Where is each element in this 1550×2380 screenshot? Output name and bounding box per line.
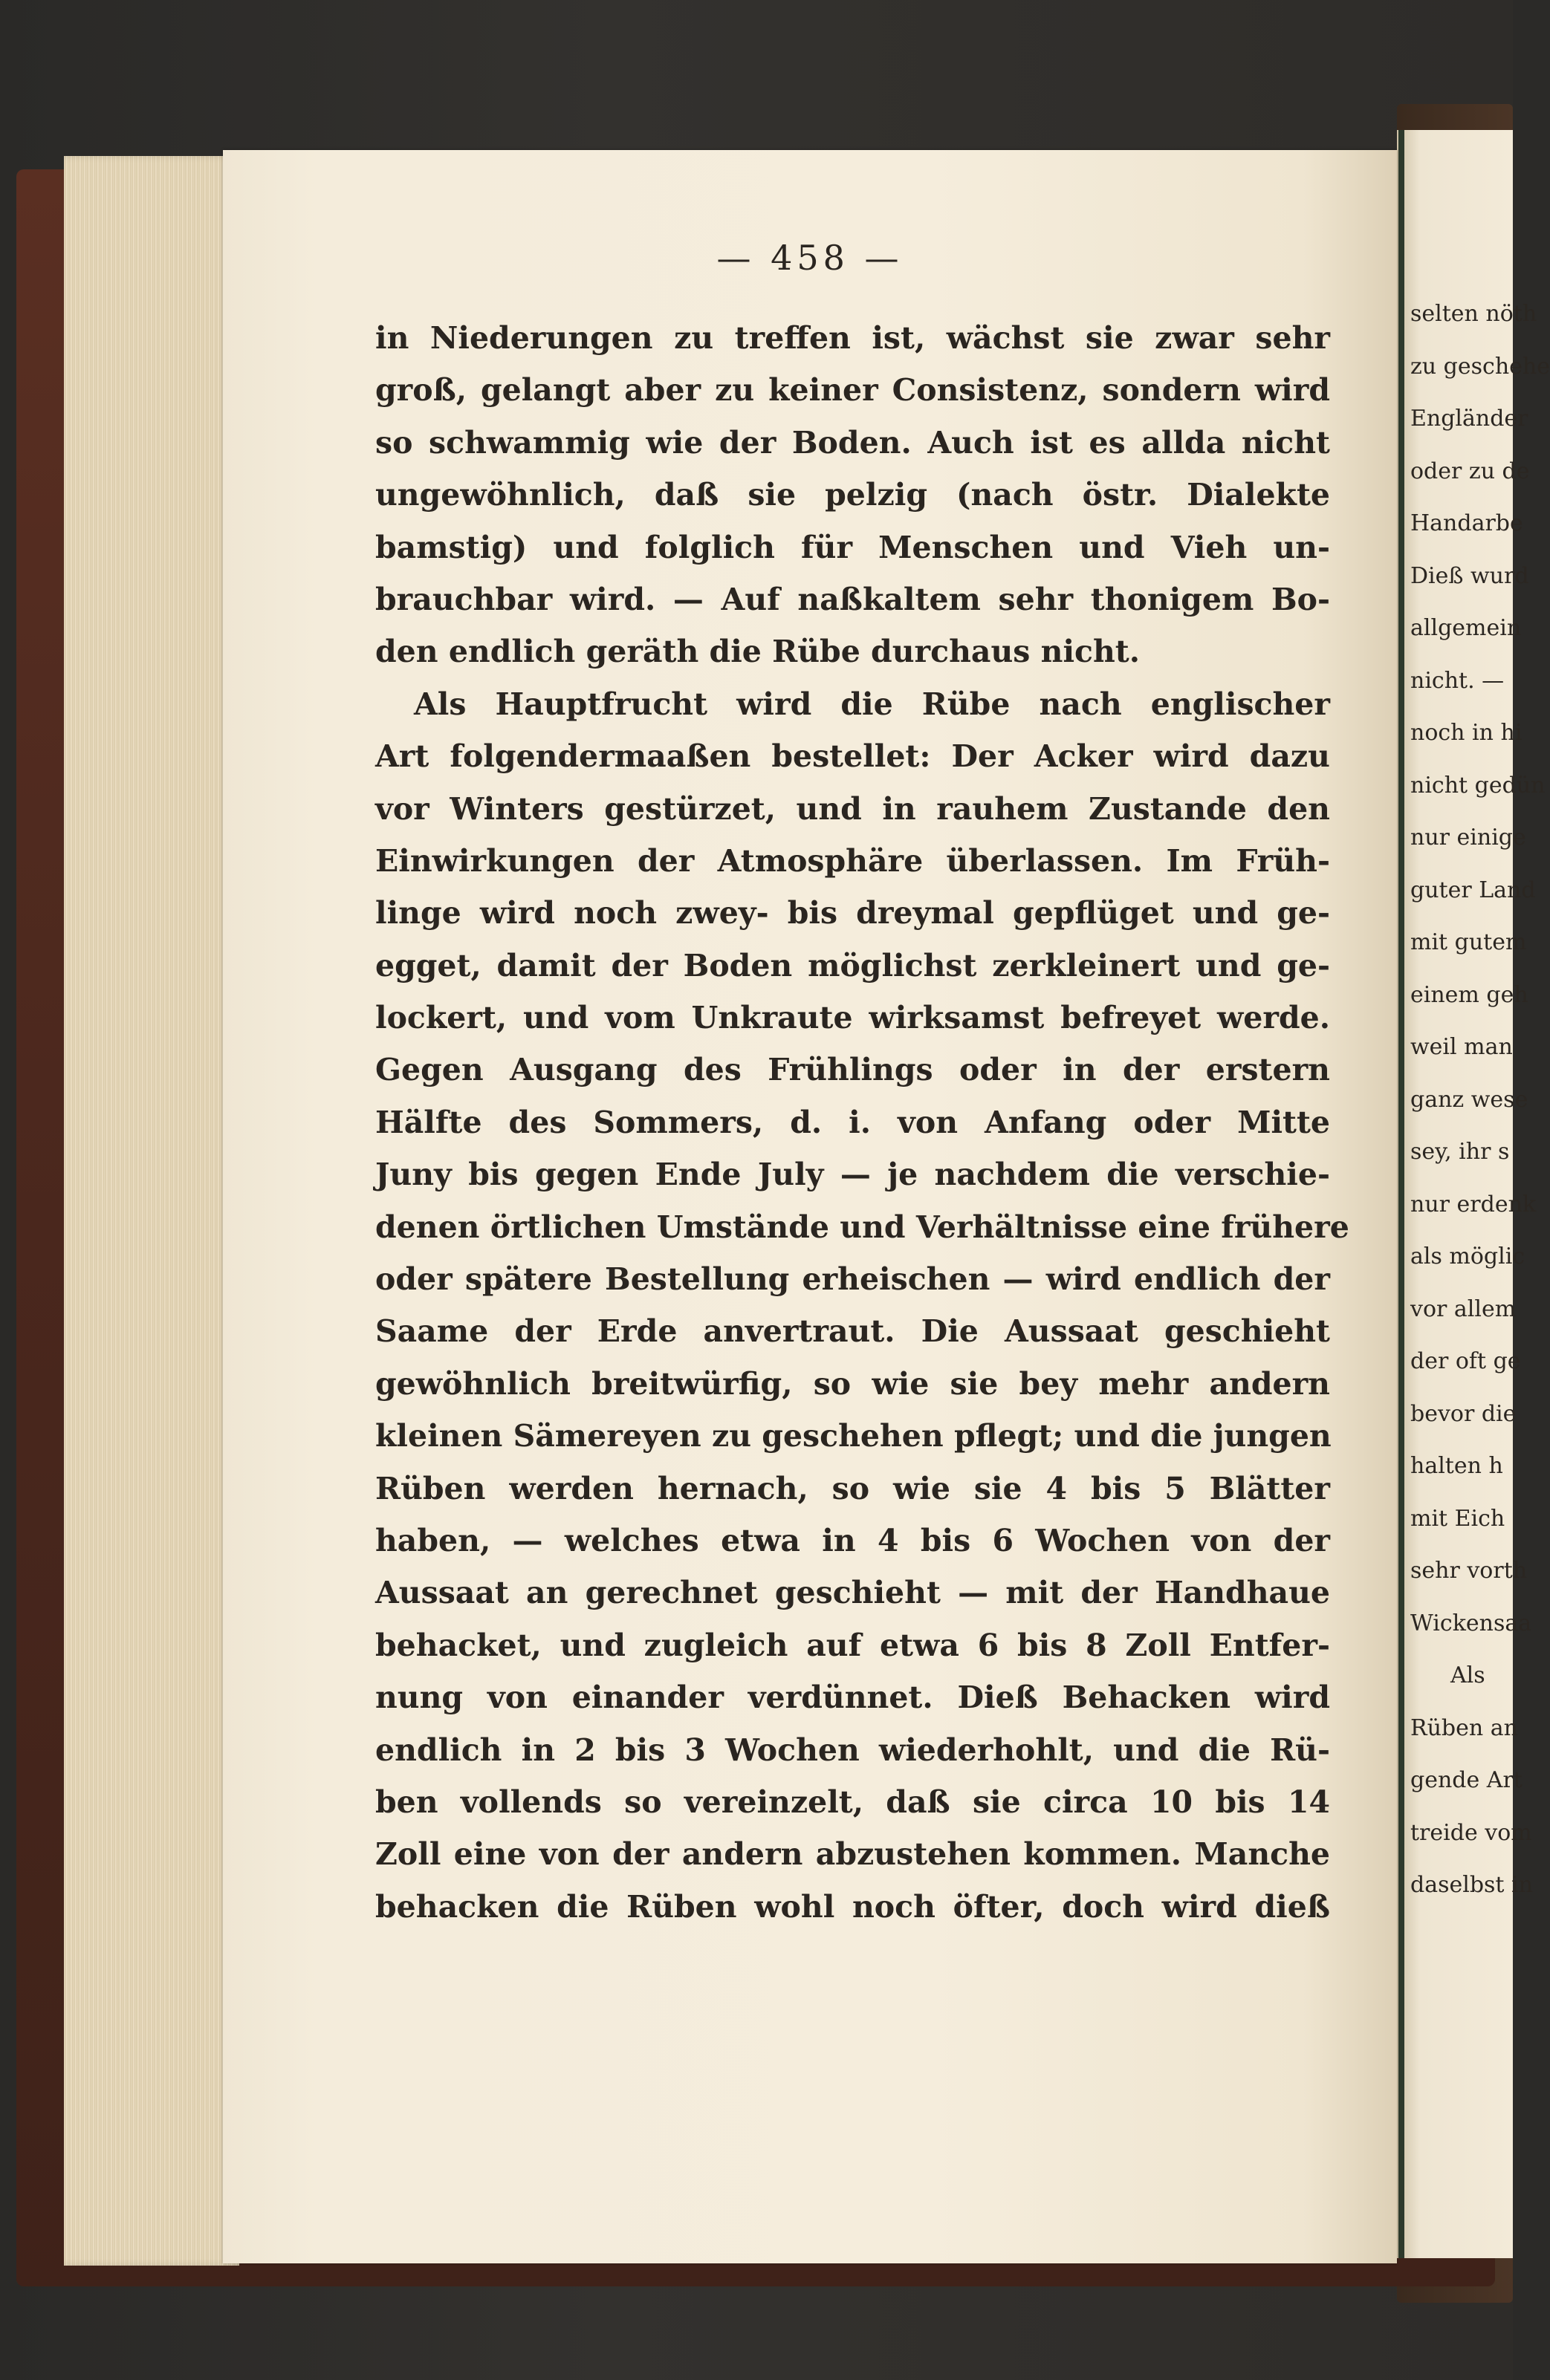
text-line: Saame der Erde anvertraut. Die Aussaat geschieht [375,1313,1330,1350]
text-line: den endlich geräth die Rübe durchaus nicht. [375,634,1141,670]
next-page-line: ganz wese [1410,1086,1528,1113]
text-line: in Niederungen zu treffen ist, wächst sie zwar sehr [375,320,1330,356]
next-page-line: bevor die [1410,1400,1517,1427]
next-page-line: nicht. — [1410,667,1505,694]
next-page-line: gende Art [1410,1767,1523,1793]
text-line: Als Hauptfrucht wird die Rübe nach englischer [414,686,1330,722]
text-line: denen örtlichen Umstände und Verhältnisse eine frühere [375,1209,1349,1245]
next-page-line: mit Eich [1410,1505,1505,1532]
next-page-line: guter Land [1410,877,1536,903]
next-page-line: Engländer [1410,406,1528,432]
next-page-line: der oft ge [1410,1348,1521,1374]
next-page-line: Handarbe [1410,510,1523,536]
text-line: Aussaat an gerechnet geschieht — mit der Handhaue [375,1575,1330,1611]
text-line: Zoll eine von der andern abzustehen kommen. Manche [375,1836,1330,1873]
text-line: nung von einander verdünnet. Dieß Behacken wird [375,1680,1330,1716]
text-line: groß, gelangt aber zu keiner Consistenz, sondern wird [375,372,1330,409]
text-line: vor Winters gestürzet, und in rauhem Zustande den [375,790,1330,827]
next-page-line: sey, ihr s [1410,1139,1510,1165]
text-line: Hälfte des Sommers, d. i. von Anfang oder Mitte [375,1104,1330,1140]
text-line: Juny bis gegen Ende July — je nachdem die verschie- [375,1157,1330,1193]
text-line: ben vollends so vereinzelt, daß sie circa 10 bis 14 [375,1784,1330,1820]
next-page-line: mit gutem [1410,929,1527,955]
next-page-line: nicht gedün [1410,772,1546,799]
next-page-line: daselbst in [1410,1872,1533,1898]
page-text [375,312,1349,1933]
text-line: Art folgendermaaßen bestellet: Der Acker wird dazu [375,738,1330,775]
next-page-gutter [1398,130,1404,2258]
text-line: haben, — welches etwa in 4 bis 6 Wochen von der [375,1522,1330,1558]
text-line: linge wird noch zwey- bis dreymal gepflüget und ge- [375,895,1330,931]
text-line: ungewöhnlich, daß sie pelzig (nach östr. Dialekte [375,477,1330,513]
next-page-line: halten h [1410,1453,1503,1479]
next-page-line: treide vom [1410,1819,1532,1846]
page-number: — 458 — [716,238,904,278]
text-line: bamstig) und folglich für Menschen und Vieh un- [375,529,1330,565]
next-page-line: vor allem [1410,1295,1517,1322]
text-line: kleinen Sämereyen zu geschehen pflegt; und die jungen [375,1418,1332,1454]
next-page-line: nur erdenk [1410,1191,1537,1217]
text-line: behacket, und zugleich auf etwa 6 bis 8 Zoll Entfer- [375,1627,1330,1663]
next-page-line: Rüben an [1410,1714,1518,1741]
text-line: Gegen Ausgang des Frühlings oder in der erstern [375,1052,1330,1088]
next-page-line: sehr vorth [1410,1558,1528,1584]
next-page-line: als möglic [1410,1243,1525,1269]
next-page-line: einem geh [1410,981,1528,1008]
text-line: gewöhnlich breitwürfig, so wie sie bey mehr andern [375,1365,1330,1402]
text-line: behacken die Rüben wohl noch öfter, doch wird dieß [375,1888,1330,1925]
text-line: lockert, und vom Unkraute wirksamst befreyet werde. [375,1000,1330,1036]
page-edges [64,156,239,2266]
text-line: endlich in 2 bis 3 Wochen wiederhohlt, und die Rü- [375,1732,1330,1768]
text-line: Einwirkungen der Atmosphäre überlassen. Im Früh- [375,842,1330,879]
next-page-line: oder zu de [1410,458,1530,484]
text-line: egget, damit der Boden möglichst zerkleinert und ge- [375,947,1330,983]
next-page-line: allgemein [1410,615,1522,641]
next-page-line: noch in hi [1410,720,1523,746]
next-page-line: selten nöth [1410,301,1537,327]
next-page-line: nur einige [1410,825,1526,851]
next-page-line: Wickensaa [1410,1610,1532,1636]
next-page-line: weil man [1410,1034,1513,1060]
text-line: brauchbar wird. — Auf naßkaltem sehr thonigem Bo- [375,581,1330,617]
text-line: oder spätere Bestellung erheischen — wird endlich der [375,1261,1330,1298]
next-page-line: Als [1450,1662,1485,1688]
text-line: Rüben werden hernach, so wie sie 4 bis 5 Blätter [375,1470,1330,1506]
text-line: so schwammig wie der Boden. Auch ist es allda nicht [375,424,1330,461]
next-page-text [1410,288,1550,1912]
next-page-line: Dieß wurd [1410,562,1529,589]
next-page-line: zu geschehe [1410,353,1550,380]
